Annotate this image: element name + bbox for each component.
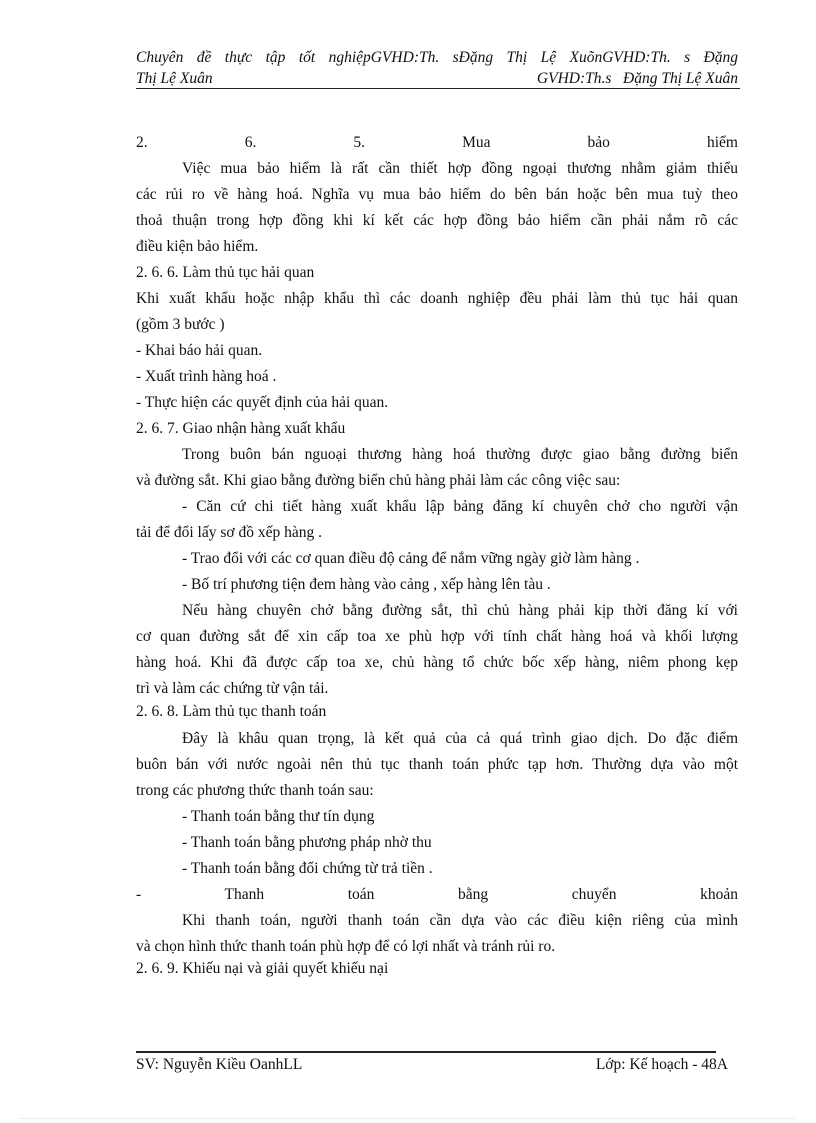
footer-rule: [136, 1051, 716, 1053]
page-edge: [20, 1118, 796, 1119]
text-line: buôn bán với nước ngoài nên thủ tục thanh toán phức tạp hơn. Thường dựa vào một: [136, 756, 738, 773]
running-header-line1: Chuyên đề thực tập tốt nghiệpGVHD:Th. sĐặng Thị Lệ XuõnGVHD:Th. s Đặng: [136, 49, 738, 66]
text-line: điều kiện bảo hiểm.: [136, 238, 259, 255]
text-line: Nếu hàng chuyên chở bằng đường sắt, thì chủ hàng phải kịp thời đăng kí với: [182, 602, 738, 619]
heading-2-6-8: 2. 6. 8. Làm thủ tục thanh toán: [136, 703, 327, 720]
header-rule: [136, 88, 740, 89]
text-line: - Thanh toán bằng thư tín dụng: [182, 808, 375, 825]
text-line: - Bố trí phương tiện đem hàng vào cảng , xếp hàng lên tàu .: [182, 576, 551, 593]
text-line: và chọn hình thức thanh toán phù hợp để có lợi nhất và tránh rủi ro.: [136, 938, 556, 955]
text-line: - Khai báo hải quan.: [136, 342, 263, 359]
text-line: - Thanh toán bằng chuyển khoản: [136, 886, 738, 903]
text-line: Trong buôn bán nguoại thương hàng hoá thường được giao bằng đường biển: [182, 446, 738, 463]
text-line: - Thanh toán bằng đổi chứng từ trả tiền .: [182, 860, 433, 877]
text-line: hàng hoá. Khi đã được cấp toa xe, chủ hàng tổ chức bốc xếp hàng, niêm phong kẹp: [136, 654, 738, 671]
text-line: - Xuất trình hàng hoá .: [136, 368, 277, 385]
text-line: - Thanh toán bằng phương pháp nhờ thu: [182, 834, 432, 851]
heading-2-6-9: 2. 6. 9. Khiếu nại và giải quyết khiếu nại: [136, 960, 389, 977]
footer-student: SV: Nguyễn Kiều OanhLL: [136, 1056, 303, 1073]
text-line: trong các phương thức thanh toán sau:: [136, 782, 374, 799]
text-line: tải để đổi lấy sơ đồ xếp hàng .: [136, 524, 322, 541]
text-line: Đây là khâu quan trọng, là kết quả của cả quá trình giao dịch. Do đặc điểm: [182, 730, 738, 747]
footer-class: Lớp: Kế hoạch - 48A: [595, 1056, 728, 1073]
text-line: Khi xuất khẩu hoặc nhập khẩu thì các doanh nghiệp đều phải làm thủ tục hải quan: [136, 290, 738, 307]
footer: [136, 1056, 728, 1074]
text-line: thoả thuận trong hợp đồng khi kí kết các hợp đồng bảo hiểm cần phải nắm rõ các: [136, 212, 738, 229]
heading-2-6-6: 2. 6. 6. Làm thủ tục hải quan: [136, 264, 315, 281]
running-header-line2: [136, 69, 738, 89]
text-line: - Trao đổi với các cơ quan điều độ cảng để nắm vững ngày giờ làm hàng .: [182, 550, 640, 567]
text-line: - Căn cứ chi tiết hàng xuất khẩu lập bảng đăng kí chuyên chở cho người vận: [182, 498, 738, 515]
text-line: và đường sắt. Khi giao bằng đường biển chủ hàng phải làm các công việc sau:: [136, 472, 621, 489]
heading-2-6-5: 2. 6. 5. Mua bảo hiểm: [136, 134, 738, 151]
text-line: cơ quan đường sắt để xin cấp toa xe phù hợp với tính chất hàng hoá và khối lượng: [136, 628, 738, 645]
text-line: các rủi ro về hàng hoá. Nghĩa vụ mua bảo hiểm do bên bán hoặc bên mua tuỳ theo: [136, 186, 738, 203]
text-line: trì và làm các chứng từ vận tải.: [136, 680, 329, 697]
text-line: - Thực hiện các quyết định của hải quan.: [136, 394, 389, 411]
header-right-text: GVHD:Th.s Đặng Thị Lệ Xuân: [536, 70, 738, 87]
text-line: Khi thanh toán, người thanh toán cần dựa vào các điều kiện riêng của mình: [182, 912, 738, 929]
header-left-text: Thị Lệ Xuân: [136, 70, 213, 87]
text-line: (gồm 3 bước ): [136, 316, 225, 333]
heading-2-6-7: 2. 6. 7. Giao nhận hàng xuất khẩu: [136, 420, 346, 437]
text-line: Việc mua bảo hiểm là rất cần thiết hợp đồng ngoại thương nhằm giảm thiểu: [182, 160, 738, 177]
